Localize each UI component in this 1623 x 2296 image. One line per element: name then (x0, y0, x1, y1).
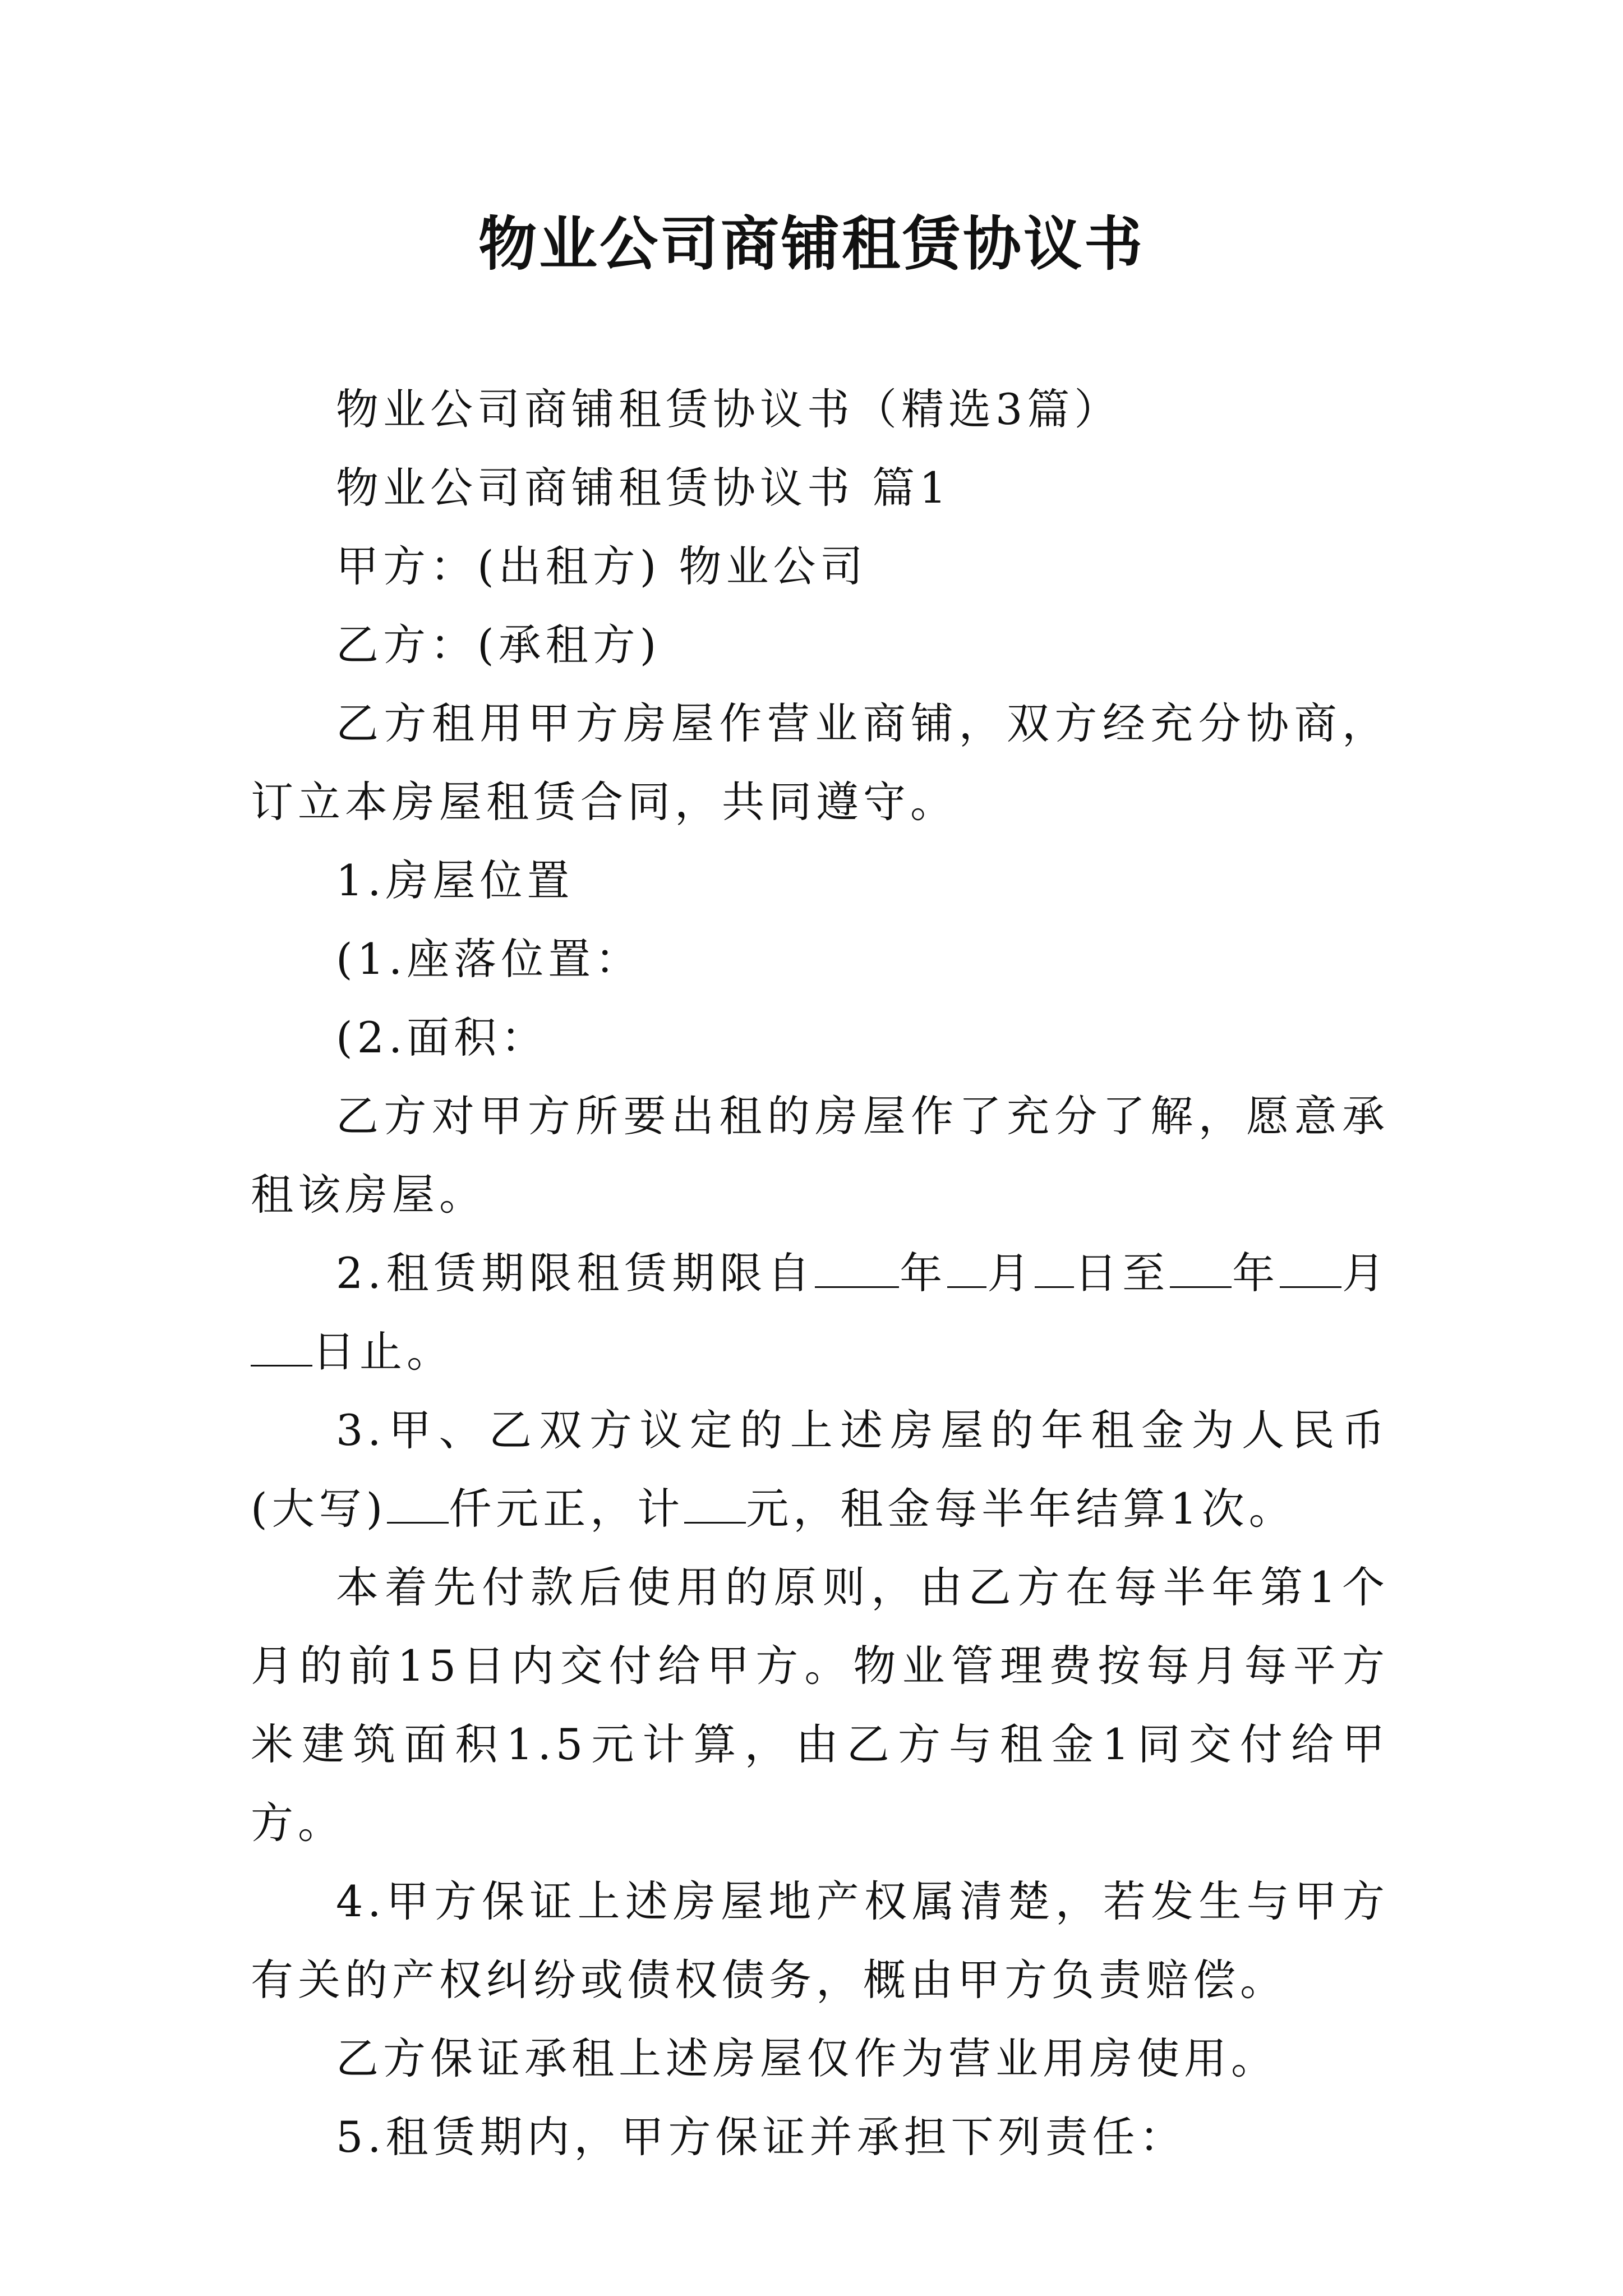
blank-end-year (1170, 1247, 1232, 1288)
blank-start-year (815, 1247, 899, 1288)
clause-2-text-f: 月 (1341, 1248, 1390, 1298)
paragraph-section-heading: 物业公司商铺租赁协议书 篇1 (336, 463, 951, 513)
document-title: 物业公司商铺租赁协议书 (478, 209, 1145, 278)
paragraph-clause-5: 5.租赁期内，甲方保证并承担下列责任： (336, 2112, 1187, 2162)
blank-end-month (1280, 1247, 1341, 1288)
clause-2-text-g: 日止。 (312, 1327, 454, 1377)
clause-2-text-c: 月 (986, 1248, 1035, 1298)
paragraph-area: (2.面积： (336, 1013, 548, 1062)
clause-2-text-a: 2.租赁期限租赁期限自 (336, 1248, 815, 1298)
blank-start-day (1035, 1247, 1074, 1288)
paragraph-clause-1: 1.房屋位置 (336, 855, 574, 905)
blank-rent-amount (684, 1483, 746, 1524)
paragraph-location: (1.座落位置： (336, 934, 643, 984)
clause-3-text-b: 仟元正，计 (449, 1484, 685, 1534)
paragraph-understanding: 乙方对甲方所要出租的房屋作了充分了解，愿意承租该房屋。 (251, 1091, 1389, 1220)
clause-3-text-a: 3.甲、乙双方议定的上述房屋的年租金为人民币(大写) (251, 1405, 1389, 1534)
paragraph-usage: 乙方保证承租上述房屋仅作为营业用房使用。 (336, 2033, 1278, 2083)
paragraph-clause-4: 4.甲方保证上述房屋地产权属清楚，若发生与甲方有关的产权纠纷或债权债务，概由甲方负责赔偿。 (251, 1876, 1389, 2005)
paragraph-party-a: 甲方：(出租方) 物业公司 (336, 541, 868, 591)
paragraph-clause-3 (251, 1391, 1389, 1548)
blank-rent-thousands (387, 1483, 449, 1524)
blank-end-day (251, 1326, 312, 1366)
clause-2-text-e: 年 (1232, 1248, 1280, 1298)
paragraph-clause-2 (251, 1234, 1389, 1391)
paragraph-intro: 乙方租用甲方房屋作营业商铺，双方经充分协商，订立本房屋租赁合同，共同遵守。 (251, 698, 1389, 827)
clause-3-text-c: 元，租金每半年结算1次。 (746, 1484, 1296, 1534)
paragraph-payment: 本着先付款后使用的原则，由乙方在每半年第1个月的前15日内交付给甲方。物业管理费按每月每平方米建筑面积1.5元计算，由乙方与租金1同交付给甲方。 (251, 1562, 1389, 1848)
clause-2-text-b: 年 (899, 1248, 948, 1298)
blank-start-month (947, 1247, 986, 1288)
paragraph-party-b: 乙方：(承租方) (336, 620, 661, 670)
document-body (251, 370, 1389, 2177)
clause-2-text-d: 日至 (1074, 1248, 1170, 1298)
paragraph-subtitle: 物业公司商铺租赁协议书（精选3篇） (336, 384, 1122, 434)
